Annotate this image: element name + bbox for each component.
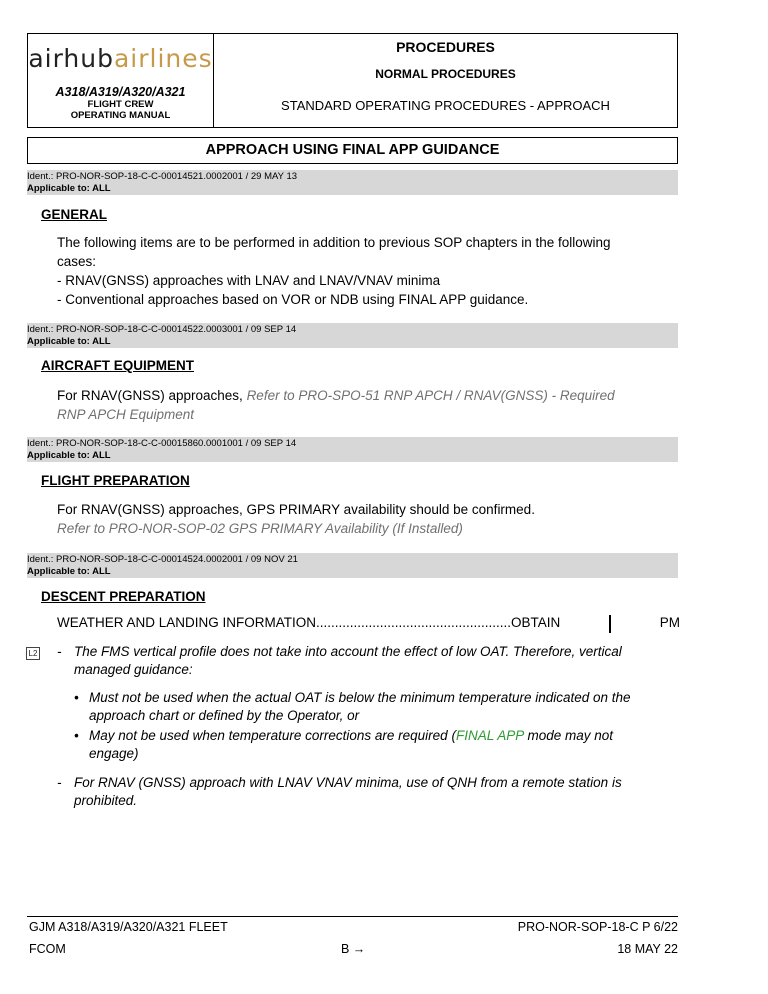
level-tag-icon: L2	[26, 647, 40, 660]
cross-reference-link[interactable]: Refer to PRO-SPO-51 RNP APCH / RNAV(GNSS) - Required	[246, 388, 615, 403]
section-heading-general: GENERAL	[41, 207, 108, 222]
airline-logo: airhubairlines	[28, 44, 213, 73]
footer-date: 18 MAY 22	[617, 942, 678, 956]
ident-bar: Ident.: PRO-NOR-SOP-18-C-C-00015860.0001001 / 09 SEP 14 Applicable to: ALL	[27, 437, 678, 462]
section-heading-aircraft-equipment: AIRCRAFT EQUIPMENT	[41, 358, 194, 373]
subsection-title: STANDARD OPERATING PROCEDURES - APPROACH	[281, 98, 610, 113]
checklist-actor: PM	[659, 615, 680, 630]
checklist-item: WEATHER AND LANDING INFORMATION....................................................OBTAIN PM	[57, 615, 680, 630]
note-dash: -	[57, 644, 62, 659]
note-text: For RNAV (GNSS) approach with LNAV VNAV minima, use of QNH from a remote station is prohibited.	[74, 775, 622, 808]
footer-page-number: PRO-NOR-SOP-18-C P 6/22	[517, 920, 678, 934]
general-text: The following items are to be performed in addition to previous SOP chapters in the following cases: - RNAV(GNSS) approaches with LNAV and LNAV/VNAV minima - Conventional approaches based on VOR or NDB using FINAL APP guidance.	[57, 235, 611, 307]
page-title: APPROACH USING FINAL APP GUIDANCE	[27, 137, 678, 164]
footer-manual: FCOM	[29, 942, 66, 956]
bullet-text: May not be used when temperature corrections are required (FINAL APP mode may not engage)	[89, 728, 614, 761]
note-text: The FMS vertical profile does not take into account the effect of low OAT. Therefore, vertical managed guidance:	[74, 644, 622, 677]
aircraft-model: A318/A319/A320/A321	[55, 85, 186, 99]
note-dash: -	[57, 775, 62, 790]
header-logo-cell	[28, 34, 214, 127]
footer-divider	[27, 916, 678, 917]
cross-reference-link[interactable]: RNP APCH Equipment	[57, 407, 195, 422]
ident-bar: Ident.: PRO-NOR-SOP-18-C-C-00014521.0002001 / 29 MAY 13 Applicable to: ALL	[27, 170, 678, 195]
page-header	[27, 33, 678, 128]
section-heading-descent-preparation: DESCENT PREPARATION	[41, 589, 206, 604]
cross-reference-link[interactable]: Refer to PRO-NOR-SOP-02 GPS PRIMARY Availability (If Installed)	[57, 521, 463, 536]
flight-preparation-text: For RNAV(GNSS) approaches, GPS PRIMARY availability should be confirmed. Refer to PRO-NOR-SOP-02 GPS PRIMARY Availability (If Installed)	[57, 502, 535, 536]
fma-mode-label: FINAL APP	[455, 728, 524, 743]
header-chapter-cell	[214, 34, 677, 127]
footer-revision: B →	[341, 942, 366, 956]
section-heading-flight-preparation: FLIGHT PREPARATION	[41, 473, 190, 488]
footer-fleet: GJM A318/A319/A320/A321 FLEET	[29, 920, 228, 934]
bullet-icon: •	[74, 690, 79, 705]
section-title: NORMAL PROCEDURES	[375, 67, 516, 81]
bullet-icon: •	[74, 728, 79, 743]
bullet-text: Must not be used when the actual OAT is below the minimum temperature indicated on the approach chart or defined by the Operator, or	[89, 690, 631, 723]
ident-bar: Ident.: PRO-NOR-SOP-18-C-C-00014524.0002001 / 09 NOV 21 Applicable to: ALL	[27, 553, 678, 578]
change-bar	[609, 615, 611, 633]
aircraft-equipment-text: For RNAV(GNSS) approaches, Refer to PRO-SPO-51 RNP APCH / RNAV(GNSS) - Required RNP APCH Equipment	[57, 388, 615, 422]
ident-bar: Ident.: PRO-NOR-SOP-18-C-C-00014522.0003001 / 09 SEP 14 Applicable to: ALL	[27, 323, 678, 348]
manual-name: FLIGHT CREW OPERATING MANUAL	[70, 99, 171, 121]
chapter-title: PROCEDURES	[396, 39, 495, 55]
